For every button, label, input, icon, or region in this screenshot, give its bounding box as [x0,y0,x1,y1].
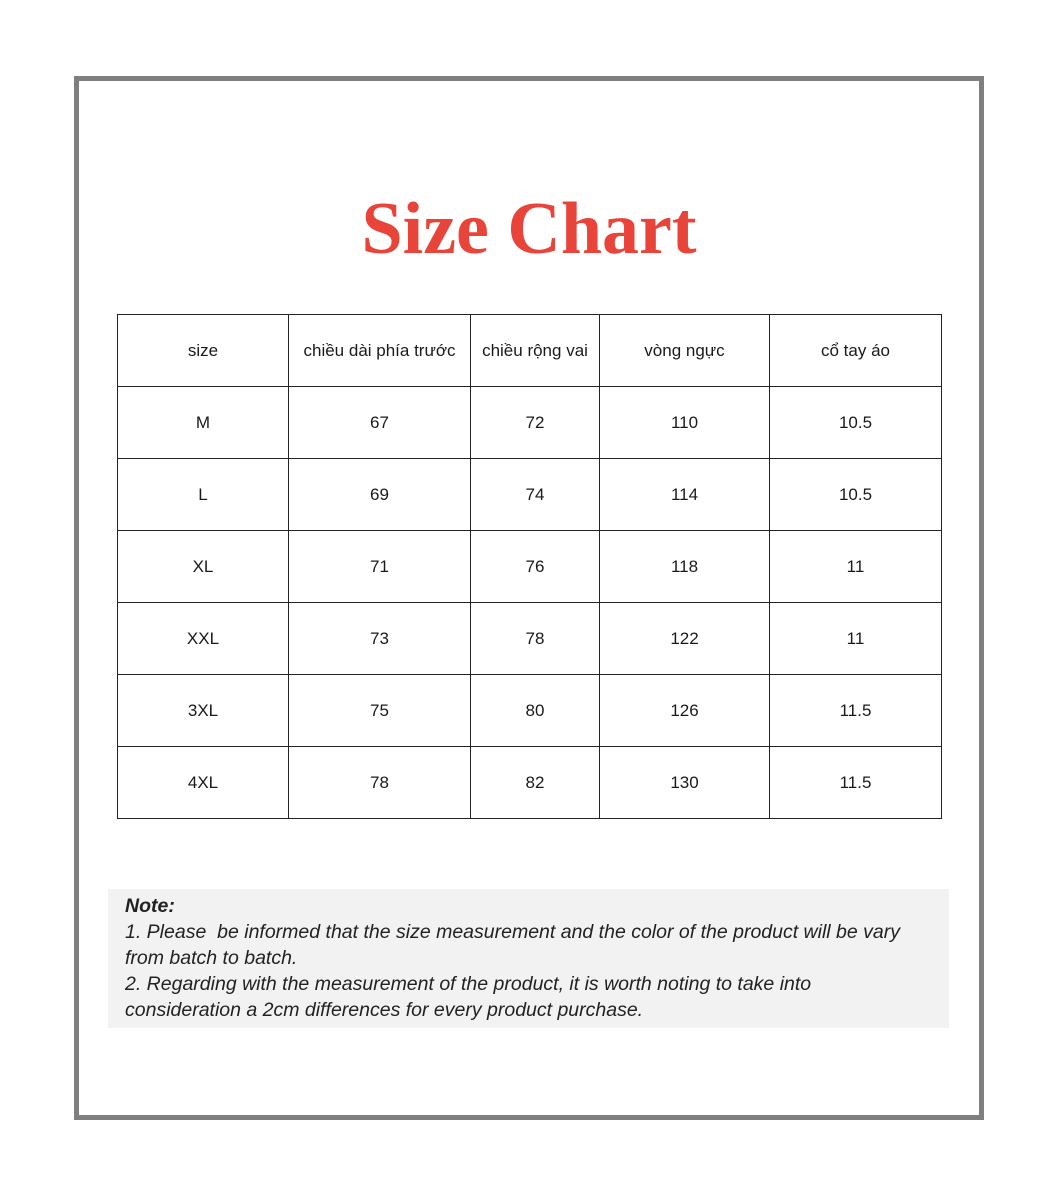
table-row [118,387,942,459]
table-cell-size: M [118,387,289,459]
note-line-2: 2. Regarding with the measurement of the product, it is worth noting to take into consideration a 2cm differences for every product purchase. [125,973,817,1021]
table-cell: 75 [289,675,471,747]
header-size: size [118,315,289,387]
table-row [118,531,942,603]
table-cell: 11.5 [770,675,942,747]
table-cell: 78 [289,747,471,819]
size-table [117,314,942,819]
header-cuff: cổ tay áo [770,315,942,387]
table-cell: 82 [471,747,600,819]
table-cell-size: XXL [118,603,289,675]
header-chest: vòng ngực [600,315,770,387]
table-header-row [118,315,942,387]
table-cell: 10.5 [770,459,942,531]
table-cell: 80 [471,675,600,747]
table-cell: 118 [600,531,770,603]
table-cell: 11 [770,603,942,675]
table-cell: 78 [471,603,600,675]
table-cell-size: L [118,459,289,531]
table-cell-size: XL [118,531,289,603]
table-cell-size: 4XL [118,747,289,819]
table-cell: 114 [600,459,770,531]
table-cell: 67 [289,387,471,459]
table-cell: 69 [289,459,471,531]
table-row [118,675,942,747]
page-title: Size Chart [361,188,697,270]
table-cell: 110 [600,387,770,459]
table-cell: 126 [600,675,770,747]
table-row [118,747,942,819]
table-cell: 10.5 [770,387,942,459]
table-cell: 11.5 [770,747,942,819]
note-box [108,889,949,1028]
header-front-length: chiều dài phía trước [289,315,471,387]
table-cell: 72 [471,387,600,459]
table-cell: 76 [471,531,600,603]
table-cell: 122 [600,603,770,675]
table-cell: 11 [770,531,942,603]
table-cell-size: 3XL [118,675,289,747]
table-cell: 73 [289,603,471,675]
table-cell: 130 [600,747,770,819]
note-line-1: 1. Please be informed that the size measurement and the color of the product will be vary from batch to batch. [125,921,906,969]
note-title: Note: [125,895,175,917]
table-row [118,603,942,675]
table-cell: 71 [289,531,471,603]
table-row [118,459,942,531]
size-chart-frame [74,76,984,1120]
header-shoulder-width: chiều rộng vai [471,315,600,387]
table-cell: 74 [471,459,600,531]
